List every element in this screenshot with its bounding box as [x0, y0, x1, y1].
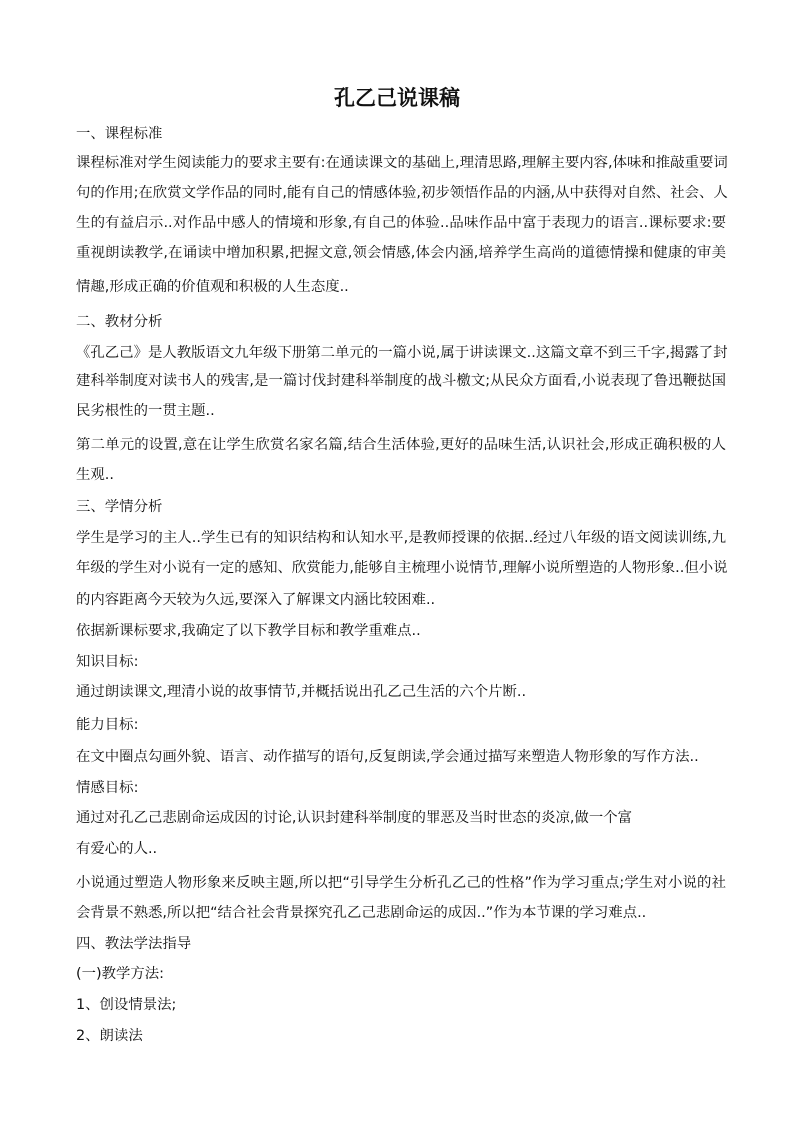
section-heading: 三、学情分析	[76, 499, 163, 515]
text-line: 学生是学习的主人..学生已有的知识结构和认知水平,是教师授课的依据..经过八年级的语文阅读训练,九	[76, 530, 726, 546]
text-line: 的内容距离今天较为久远,要深入了解课文内涵比较困难..	[76, 592, 436, 608]
subheading: 能力目标:	[76, 717, 139, 733]
text-line: 生的有益启示..对作品中感人的情境和形象,有自己的体验..品味作品中富于表现力的语言..课标要求:要	[76, 215, 726, 231]
section-heading: 四、教法学法指导	[76, 936, 192, 952]
text-line: 年级的学生对小说有一定的感知、欣赏能力,能够自主梳理小说情节,理解小说所塑造的人物形象..但小说	[76, 560, 728, 576]
text-line: 重视朗读教学,在诵读中增加积累,把握文意,领会情感,体会内涵,培养学生高尚的道德情操和健康的审美	[76, 245, 726, 261]
section-heading: 一、课程标准	[76, 126, 163, 142]
text-line: 第二单元的设置,意在让学生欣赏名家名篇,结合生活体验,更好的品味生活,认识社会,形成正确积极的人	[76, 437, 726, 453]
text-line: 通过对孔乙己悲剧命运成因的讨论,认识封建科举制度的罪恶及当时世态的炎凉,做一个富	[76, 810, 632, 826]
text-line: 建科举制度对读书人的残害,是一篇讨伐封建科举制度的战斗檄文;从民众方面看,小说表现了鲁迅鞭挞国	[76, 373, 726, 389]
subheading: 知识目标:	[76, 654, 139, 670]
text-line: 会背景不熟悉,所以把“结合社会背景探究孔乙己悲剧命运的成因..”作为本节课的学习难点..	[76, 905, 647, 921]
text-line: 2、朗读法	[76, 1028, 143, 1044]
text-line: 依据新课标要求,我确定了以下教学目标和教学重难点..	[76, 623, 421, 639]
text-line: 有爱心的人..	[76, 841, 158, 857]
subheading: 情感目标:	[76, 780, 139, 796]
text-line: 通过朗读课文,理清小说的故事情节,并概括说出孔乙己生活的六个片断..	[76, 684, 527, 700]
text-line: 课程标准对学生阅读能力的要求主要有:在通读课文的基础上,理清思路,理解主要内容,体味和推敲重要词	[76, 155, 728, 171]
text-line: 小说通过塑造人物形象来反映主题,所以把“引导学生分析孔乙己的性格”作为学习重点;学生对小说的社	[76, 875, 726, 891]
text-line: 生观..	[76, 467, 114, 483]
subheading: (一)教学方法:	[76, 966, 165, 982]
text-line: 《孔乙己》是人教版语文九年级下册第二单元的一篇小说,属于讲读课文..这篇文章不到三千字,揭露了封	[76, 345, 728, 361]
text-line: 情趣,形成正确的价值观和积极的人生态度..	[76, 279, 349, 295]
text-line: 1、创设情景法;	[76, 997, 177, 1013]
text-line: 在文中圈点勾画外貌、语言、动作描写的语句,反复朗读,学会通过描写来塑造人物形象的写作方法..	[76, 749, 699, 765]
document-title: 孔乙己说课稿	[334, 86, 460, 110]
text-line: 句的作用;在欣赏文学作品的同时,能有自己的情感体验,初步领悟作品的内涵,从中获得对自然、社会、人	[76, 185, 728, 201]
text-line: 民劣根性的一贯主题..	[76, 403, 215, 419]
section-heading: 二、教材分析	[76, 314, 163, 330]
